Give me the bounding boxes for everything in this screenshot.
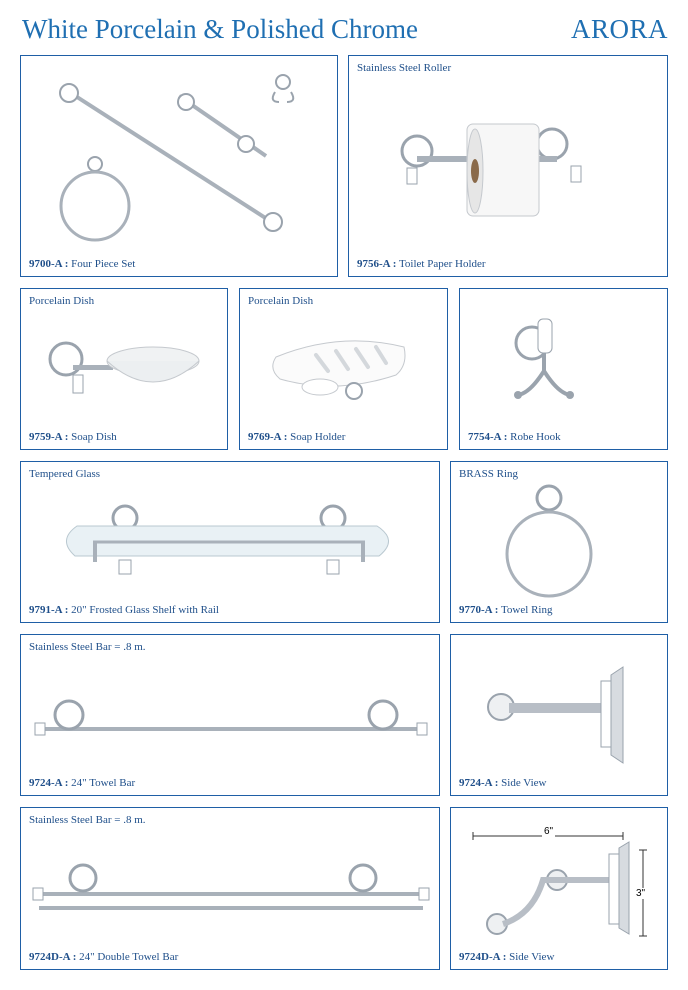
product-caption: 9724-A : 24" Towel Bar <box>29 777 136 789</box>
toilet-paper-holder-image <box>349 56 668 277</box>
robe-hook-image <box>460 289 668 450</box>
product-caption: 9724D-A : Side View <box>459 951 555 963</box>
glass-shelf-image <box>21 462 440 623</box>
product-caption: 9759-A : Soap Dish <box>29 431 117 443</box>
product-panel-soap-holder <box>239 288 448 450</box>
product-caption: 9769-A : Soap Holder <box>248 431 346 443</box>
product-subtitle: Stainless Steel Bar = .8 m. <box>29 814 146 826</box>
product-panel-towel-bar <box>20 634 440 796</box>
product-caption: 9724-A : Side View <box>459 777 547 789</box>
product-panel-towel-ring <box>450 461 668 623</box>
product-caption: 9791-A : 20" Frosted Glass Shelf with Rail <box>29 604 219 616</box>
towel-bar-image <box>21 635 440 796</box>
page-title: White Porcelain & Polished Chrome <box>22 14 418 44</box>
product-panel-double-side-view <box>450 807 668 970</box>
product-panel-double-towel-bar <box>20 807 440 970</box>
height-dimension-label: 3" <box>636 888 646 899</box>
product-caption: 9700-A : Four Piece Set <box>29 258 136 270</box>
product-subtitle: Porcelain Dish <box>248 295 314 307</box>
towel-ring-image <box>451 462 668 623</box>
product-subtitle: Tempered Glass <box>29 468 101 480</box>
product-subtitle: Stainless Steel Bar = .8 m. <box>29 641 146 653</box>
width-dimension-label: 6" <box>544 826 554 837</box>
product-caption: 9770-A : Towel Ring <box>459 604 553 616</box>
soap-dish-image <box>21 289 228 450</box>
product-panel-robe-hook <box>459 288 668 450</box>
product-caption: 7754-A : Robe Hook <box>468 431 561 443</box>
side-view-image <box>451 635 668 796</box>
soap-holder-image <box>240 289 448 450</box>
product-panel-soap-dish <box>20 288 228 450</box>
product-caption: 9756-A : Toilet Paper Holder <box>357 258 486 270</box>
product-caption: 9724D-A : 24" Double Towel Bar <box>29 951 179 963</box>
double-towel-bar-image <box>21 808 440 970</box>
product-subtitle: BRASS Ring <box>459 468 518 480</box>
product-panel-side-view <box>450 634 668 796</box>
product-subtitle: Porcelain Dish <box>29 295 95 307</box>
product-panel-four-piece-set <box>20 55 338 277</box>
product-panel-glass-shelf <box>20 461 440 623</box>
brand-name: ARORA <box>570 14 668 44</box>
four-piece-set-image <box>21 56 338 277</box>
product-subtitle: Stainless Steel Roller <box>357 62 452 74</box>
product-panel-toilet-paper-holder <box>348 55 668 277</box>
